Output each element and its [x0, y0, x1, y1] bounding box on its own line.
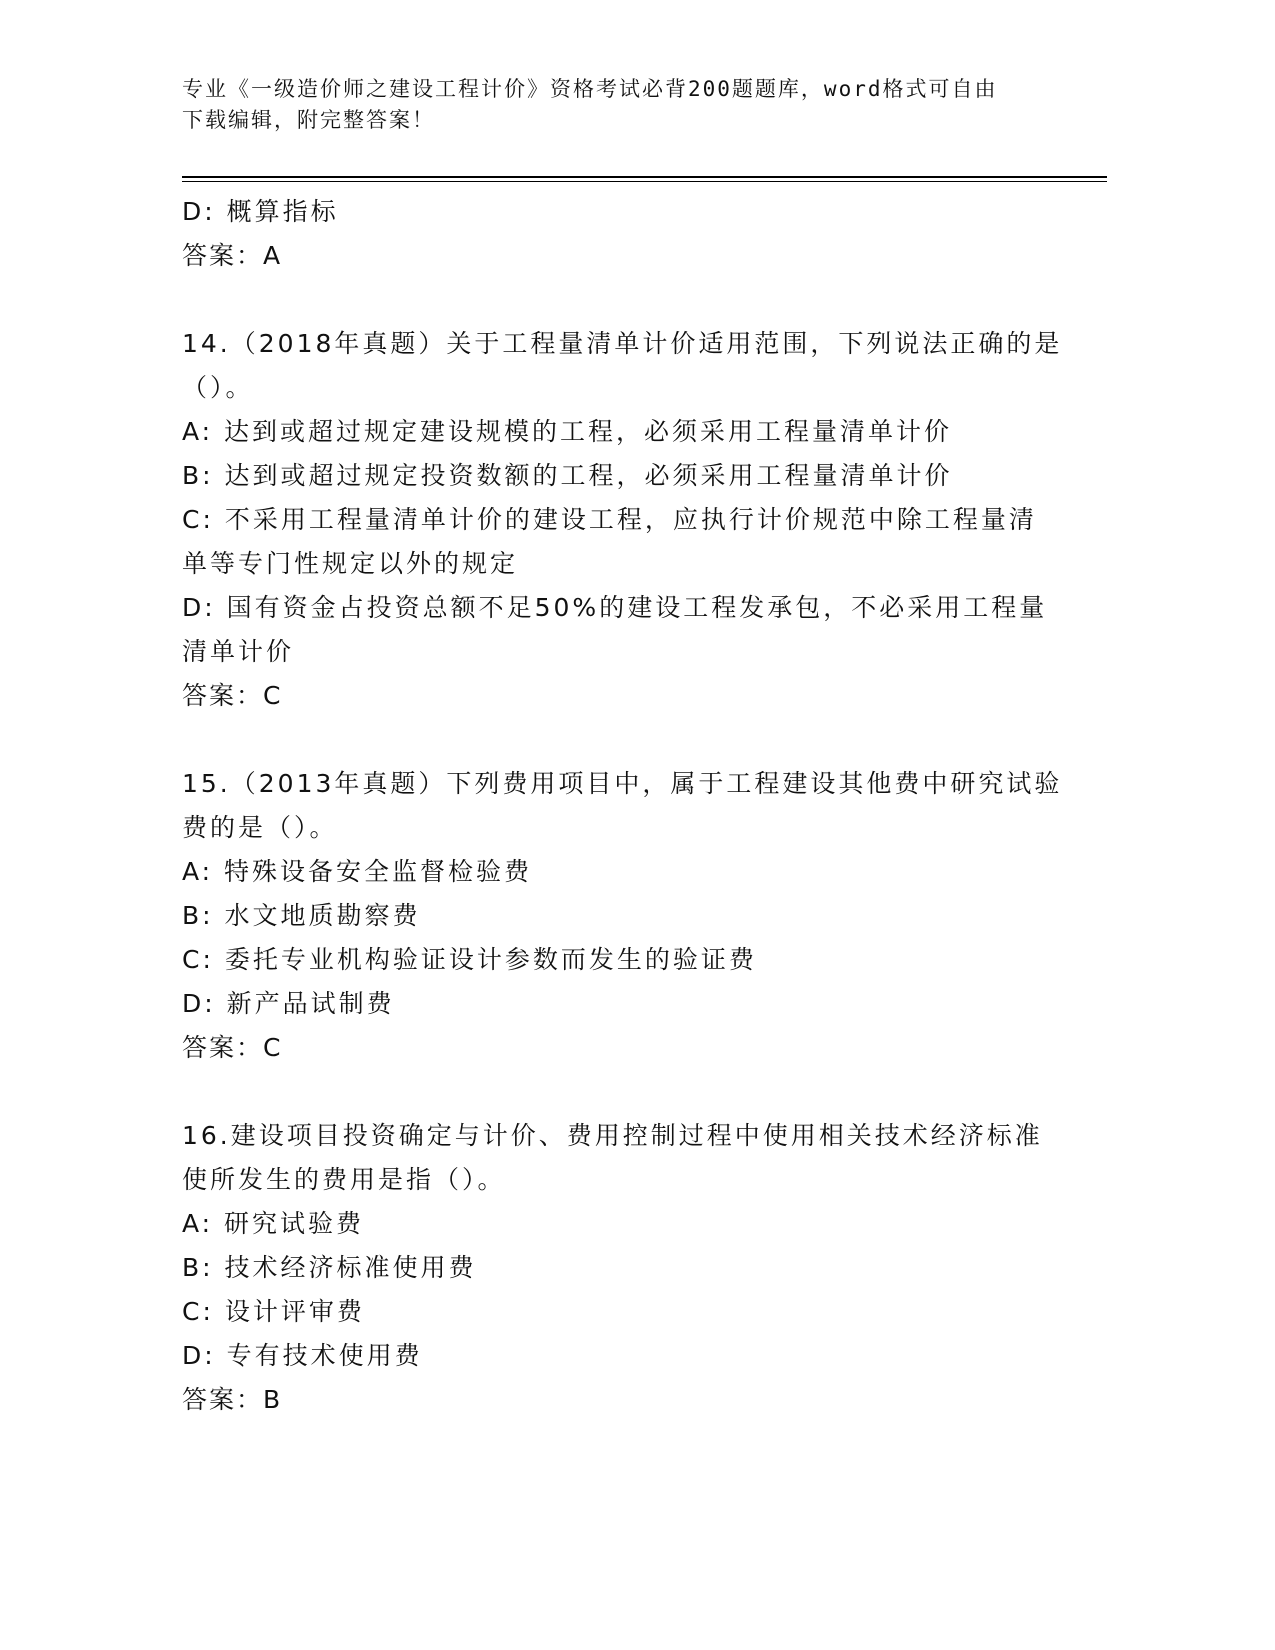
- option-b: B: 技术经济标准使用费: [182, 1253, 477, 1282]
- option-c-line-2: 单等专门性规定以外的规定: [182, 549, 519, 578]
- option-c: C: 委托专业机构验证设计参数而发生的验证费: [182, 945, 757, 974]
- question-stem-line-2: 费的是（）。: [182, 813, 338, 842]
- option-c-line-1: C: 不采用工程量清单计价的建设工程，应执行计价规范中除工程量清: [182, 505, 1037, 534]
- option-b: B: 水文地质勘察费: [182, 901, 421, 930]
- spacer: [182, 718, 1062, 762]
- answer: 答案：B: [182, 1385, 283, 1414]
- option-a: A: 达到或超过规定建设规模的工程，必须采用工程量清单计价: [182, 417, 953, 446]
- prev-answer: 答案：A: [182, 241, 283, 270]
- question-content: [182, 190, 1062, 1422]
- option-d: D: 专有技术使用费: [182, 1341, 423, 1370]
- option-a: A: 特殊设备安全监督检验费: [182, 857, 533, 886]
- question-15: [182, 762, 1062, 1070]
- header-rule-thick: [182, 176, 1107, 178]
- option-d: D: 新产品试制费: [182, 989, 395, 1018]
- header-line-1: 专业《一级造价师之建设工程计价》资格考试必背200题题库，word格式可自由: [182, 77, 998, 101]
- question-stem-line-2: （）。: [182, 373, 254, 402]
- question-stem-line-1: 16.建设项目投资确定与计价、费用控制过程中使用相关技术经济标准: [182, 1121, 1043, 1150]
- option-c: C: 设计评审费: [182, 1297, 365, 1326]
- spacer: [182, 278, 1062, 322]
- header-rule-thin: [182, 181, 1107, 182]
- header-line-2: 下载编辑，附完整答案！: [182, 108, 435, 132]
- option-a: A: 研究试验费: [182, 1209, 365, 1238]
- prev-option-d: D: 概算指标: [182, 197, 339, 226]
- option-d-line-1: D: 国有资金占投资总额不足50%的建设工程发承包，不必采用工程量: [182, 593, 1048, 622]
- answer: 答案：C: [182, 681, 283, 710]
- option-d-line-2: 清单计价: [182, 637, 295, 666]
- answer: 答案：C: [182, 1033, 283, 1062]
- question-stem-line-1: 15.（2013年真题）下列费用项目中，属于工程建设其他费中研究试验: [182, 769, 1063, 798]
- question-stem-line-1: 14.（2018年真题）关于工程量清单计价适用范围，下列说法正确的是: [182, 329, 1063, 358]
- question-14: [182, 322, 1062, 718]
- option-b: B: 达到或超过规定投资数额的工程，必须采用工程量清单计价: [182, 461, 953, 490]
- document-header: [182, 74, 1062, 136]
- question-stem-line-2: 使所发生的费用是指（）。: [182, 1165, 506, 1194]
- question-16: [182, 1114, 1062, 1422]
- spacer: [182, 1070, 1062, 1114]
